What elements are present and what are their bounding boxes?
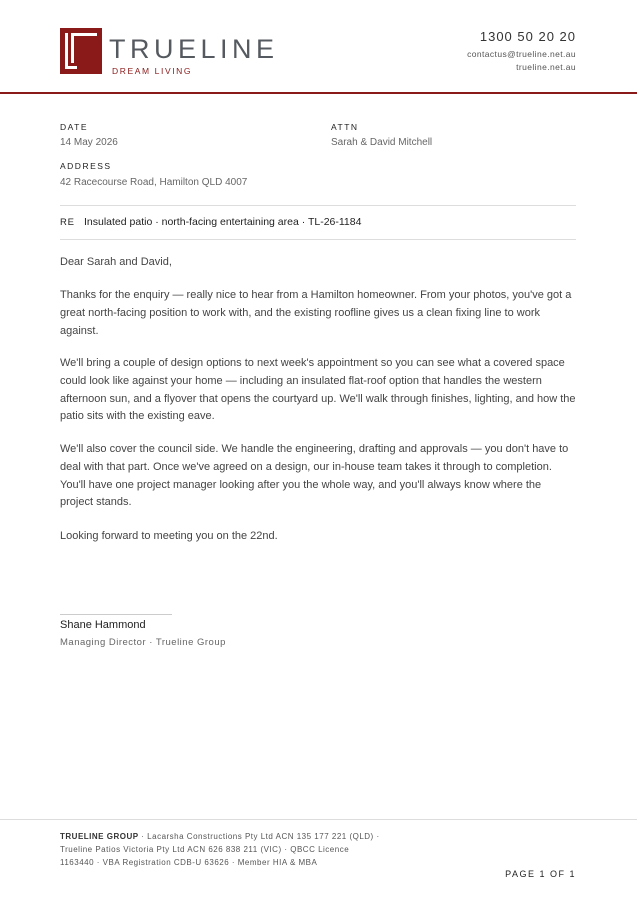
- date-label: DATE: [60, 122, 89, 132]
- letter-paragraph: Thanks for the enquiry — really nice to hear from a Hamilton homeowner. From your photos, you've got a great north-facing position to work with, and the existing roofline gives us a clean fixing line to work against.: [60, 289, 572, 337]
- page-number: PAGE 1 OF 1: [505, 869, 576, 879]
- subject-label: RE: [60, 217, 75, 228]
- contact-phone[interactable]: 1300 50 20 20: [479, 29, 576, 44]
- subject-bottom-divider: [60, 239, 576, 240]
- footer-company: TRUELINE GROUP: [60, 832, 139, 841]
- footer-legal-text: · Lacarsha Constructions Pty Ltd ACN 135 177 221 (QLD) · Trueline Patios Victoria Pty Ltd ACN 626 838 211 (VIC) · QBCC Licence 1163440 · VBA Registration CDB-U 63626 · Member HIA & MBA: [60, 832, 380, 867]
- signatory-role: Managing Director · Trueline Group: [60, 637, 226, 648]
- trueline-logo-icon: [60, 28, 102, 74]
- subject-top-divider: [60, 205, 576, 206]
- attn-label: ATTN: [331, 122, 359, 132]
- subject-line: Insulated patio · north-facing entertaining area · TL-26-1184: [84, 216, 362, 228]
- footer-divider: [0, 819, 637, 820]
- contact-email[interactable]: contactus@trueline.net.au: [467, 49, 576, 59]
- letter-paragraph: We'll bring a couple of design options to next week's appointment so you can see what a covered space could look like against your home — including an insulated flat-roof option that handles the western afternoon sun, and a flyover that opens the courtyard up. We'll walk through finishes, lighting, and how the patio sits with the existing eave.: [60, 357, 576, 423]
- salutation: Dear Sarah and David,: [60, 256, 172, 268]
- address-value: 42 Racecourse Road, Hamilton QLD 4007: [60, 177, 248, 188]
- letterhead: [0, 0, 637, 92]
- signature-line: [60, 614, 172, 615]
- date-value: 14 May 2026: [60, 137, 118, 148]
- brand-tagline: DREAM LIVING: [112, 66, 193, 76]
- contact-website[interactable]: trueline.net.au: [516, 62, 576, 72]
- footer-legal: [60, 830, 380, 869]
- signatory-name: Shane Hammond: [60, 619, 146, 631]
- header-divider: [0, 92, 637, 94]
- attn-value: Sarah & David Mitchell: [331, 137, 433, 148]
- letter-closing: Looking forward to meeting you on the 22nd.: [60, 530, 278, 542]
- letter-paragraph: We'll also cover the council side. We handle the engineering, drafting and approvals — you don't have to deal with that part. Once we've agreed on a design, our in-house team takes it through to completion. You'll have one project manager looking after you the whole way, and you'll always know where the project stands.: [60, 443, 569, 509]
- address-label: ADDRESS: [60, 161, 112, 171]
- brand-name: TRUELINE: [109, 34, 279, 64]
